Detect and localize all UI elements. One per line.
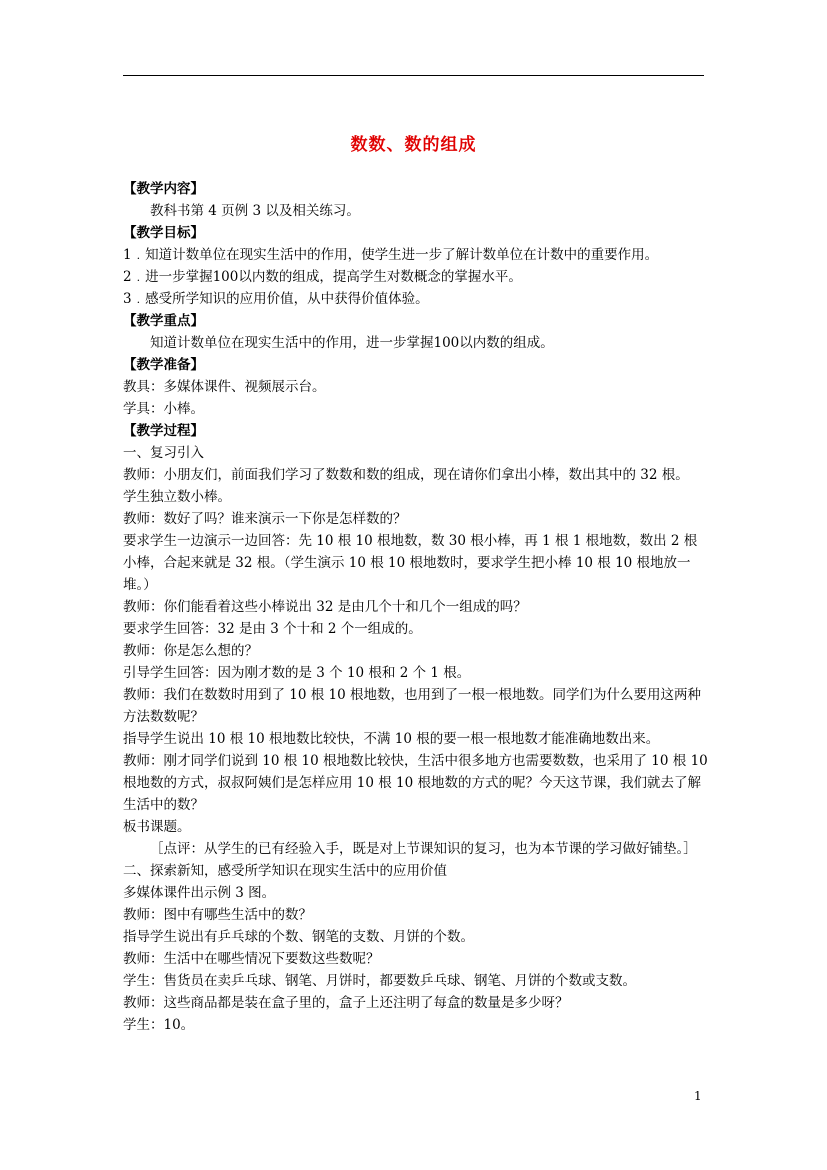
paragraph: 教师：生活中在哪些情况下要数这些数呢？ bbox=[123, 951, 380, 967]
paragraph: 多媒体课件出示例 3 图。 bbox=[123, 885, 276, 901]
paragraph: 教师：你是怎么想的？ bbox=[123, 643, 258, 659]
paragraph: 教师：我们在数数时用到了 10 根 10 根地数，也用到了一根一根地数。同学们为什么要用这两种方法数数呢？ bbox=[123, 687, 702, 725]
paragraph: 教师：刚才同学们说到 10 根 10 根地数比较快，生活中很多地方也需要数数，也采用了 10 根 10 根地数的方式，叔叔阿姨们是怎样应用 10 根 10 根地数的方式的呢？今天这节课，我们就去了解生活中的数？ bbox=[123, 753, 708, 813]
paragraph: 教科书第 4 页例 3 以及相关练习。 bbox=[150, 203, 360, 219]
paragraph: 学具：小棒。 bbox=[123, 401, 204, 417]
paragraph: 学生：售货员在卖乒乓球、钢笔、月饼时，都要数乒乓球、钢笔、月饼的个数或支数。 bbox=[123, 973, 636, 989]
paragraph: 教师：你们能看着这些小棒说出 32 是由几个十和几个一组成的吗？ bbox=[123, 599, 527, 615]
paragraph: 二、探索新知，感受所学知识在现实生活中的应用价值 bbox=[123, 863, 447, 879]
paragraph: 一、复习引入 bbox=[123, 445, 204, 461]
section-heading: 【教学准备】 bbox=[123, 357, 204, 373]
paragraph: 2﹒进一步掌握100以内数的组成，提高学生对数概念的掌握水平。 bbox=[123, 269, 522, 285]
paragraph: 1﹒知道计数单位在现实生活中的作用，使学生进一步了解计数单位在计数中的重要作用。 bbox=[123, 247, 659, 263]
paragraph: 指导学生说出 10 根 10 根地数比较快，不满 10 根的要一根一根地数才能准确地数出来。 bbox=[123, 731, 660, 747]
paragraph: 学生：10。 bbox=[123, 1017, 195, 1033]
document-title: 数数、数的组成 bbox=[350, 135, 477, 155]
paragraph: ［点评：从学生的已有经验入手，既是对上节课知识的复习，也为本节课的学习做好铺垫。］ bbox=[150, 841, 697, 857]
paragraph: 学生独立数小棒。 bbox=[123, 489, 231, 505]
paragraph: 教师：数好了吗？谁来演示一下你是怎样数的？ bbox=[123, 511, 407, 527]
paragraph: 3﹒感受所学知识的应用价值，从中获得价值体验。 bbox=[123, 291, 429, 307]
page-number: 1 bbox=[694, 1089, 702, 1103]
section-heading: 【教学重点】 bbox=[123, 313, 204, 329]
section-heading: 【教学过程】 bbox=[123, 423, 204, 439]
document-body bbox=[123, 178, 708, 1036]
paragraph: 教师：图中有哪些生活中的数？ bbox=[123, 907, 312, 923]
paragraph: 引导学生回答：因为刚才数的是 3 个 10 根和 2 个 1 根。 bbox=[123, 665, 471, 681]
paragraph: 教师：这些商品都是装在盒子里的，盒子上还注明了每盒的数量是多少呀？ bbox=[123, 995, 569, 1011]
paragraph: 教师：小朋友们，前面我们学习了数数和数的组成，现在请你们拿出小棒，数出其中的 32 根。 bbox=[123, 467, 689, 483]
section-heading: 【教学目标】 bbox=[123, 225, 204, 241]
section-heading: 【教学内容】 bbox=[123, 181, 204, 197]
paragraph: 要求学生回答：32 是由 3 个十和 2 个一组成的。 bbox=[123, 621, 422, 637]
paragraph: 知道计数单位在现实生活中的作用，进一步掌握100以内数的组成。 bbox=[150, 335, 554, 351]
paragraph: 要求学生一边演示一边回答：先 10 根 10 根地数，数 30 根小棒，再 1 根 1 根地数，数出 2 根小棒，合起来就是 32 根。（学生演示 10 根 10 根地数时，要求学生把小棒 10 根 10 根地放一堆。） bbox=[123, 533, 698, 593]
paragraph: 指导学生说出有乒乓球的个数、钢笔的支数、月饼的个数。 bbox=[123, 929, 474, 945]
header-rule bbox=[123, 75, 704, 76]
paragraph: 教具：多媒体课件、视频展示台。 bbox=[123, 379, 326, 395]
paragraph: 板书课题。 bbox=[123, 819, 191, 835]
